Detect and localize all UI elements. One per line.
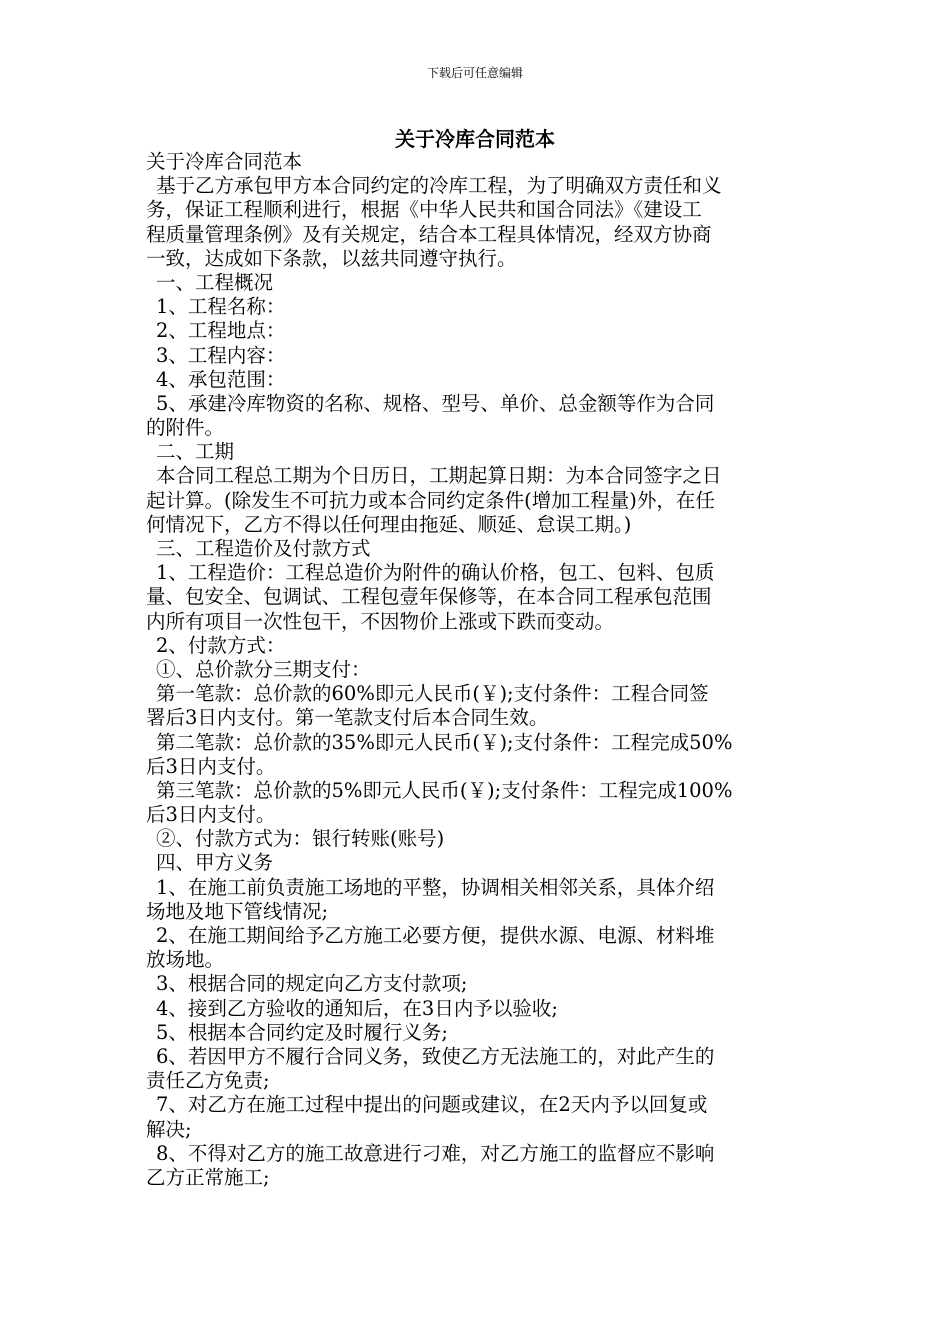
text-line: 基于乙方承包甲方本合同约定的冷库工程，为了明确双方责任和义 (156, 174, 722, 198)
text-line: 起计算。(除发生不可抗力或本合同约定条件(增加工程量)外，在任 (146, 488, 715, 512)
text-line: 2、付款方式： (156, 633, 286, 657)
text-line: 8、不得对乙方的施工故意进行刁难，对乙方施工的监督应不影响 (156, 1141, 715, 1165)
text-line: 本合同工程总工期为个日历日，工期起算日期：为本合同签字之日 (156, 464, 722, 488)
text-line: 的附件。 (146, 416, 225, 440)
text-line: 4、承包范围： (156, 367, 286, 391)
text-line: 解决; (146, 1117, 192, 1141)
text-line: 4、接到乙方验收的通知后，在3日内予以验收; (156, 996, 558, 1020)
text-line: 三、工程造价及付款方式 (156, 537, 371, 560)
text-line: 3、工程内容： (156, 343, 286, 367)
text-line: 二、工期 (156, 440, 235, 464)
text-line: 务，保证工程顺利进行，根据《中华人民共和国合同法》《建设工 (146, 198, 702, 222)
text-line: 放场地。 (146, 948, 225, 972)
text-line: 内所有项目一次性包干，不因物价上涨或下跌而变动。 (146, 609, 615, 633)
text-line: 后3日内支付。 (146, 803, 276, 827)
text-line: 署后3日内支付。第一笔款支付后本合同生效。 (146, 706, 549, 730)
text-line: 关于冷库合同范本 (146, 150, 303, 173)
text-line: 四、甲方义务 (156, 851, 274, 875)
text-line: 7、对乙方在施工过程中提出的问题或建议，在2天内予以回复或 (156, 1093, 708, 1117)
text-line: 5、根据本合同约定及时履行义务; (156, 1020, 448, 1044)
document-title: 关于冷库合同范本 (395, 127, 555, 151)
text-line: 场地及地下管线情况; (146, 899, 329, 923)
text-line: 第一笔款：总价款的60%即元人民币(￥);支付条件：工程合同签 (156, 682, 709, 706)
text-line: 乙方正常施工; (146, 1165, 270, 1189)
text-line: 一致，达成如下条款，以兹共同遵守执行。 (146, 246, 517, 270)
document-body (146, 150, 806, 1190)
text-line: 1、在施工前负责施工场地的平整，协调相关相邻关系，具体介绍 (156, 875, 715, 899)
text-line: 程质量管理条例》及有关规定，结合本工程具体情况，经双方协商 (146, 222, 712, 246)
text-line: ①、总价款分三期支付： (156, 657, 371, 681)
text-line: 第三笔款：总价款的5%即元人民币(￥);支付条件：工程完成100% (156, 778, 733, 802)
text-line: 1、工程造价：工程总造价为附件的确认价格，包工、包料、包质 (156, 561, 715, 585)
text-line: 6、若因甲方不履行合同义务，致使乙方无法施工的，对此产生的 (156, 1044, 715, 1068)
text-line: 2、在施工期间给予乙方施工必要方便，提供水源、电源、材料堆 (156, 924, 715, 947)
text-line: 一、工程概况 (156, 270, 274, 294)
text-line: 后3日内支付。 (146, 754, 276, 778)
text-line: 3、根据合同的规定向乙方支付款项; (156, 972, 468, 996)
page-header-note: 下载后可任意编辑 (426, 66, 523, 80)
text-line: 2、工程地点： (156, 319, 286, 343)
text-line: 1、工程名称： (156, 295, 286, 319)
text-line: 责任乙方免责; (146, 1069, 270, 1093)
text-line: 何情况下，乙方不得以任何理由拖延、顺延、怠误工期。) (146, 512, 632, 536)
text-line: 量、包安全、包调试、工程包壹年保修等，在本合同工程承包范围 (146, 585, 712, 609)
text-line: 5、承建冷库物资的名称、规格、型号、单价、总金额等作为合同 (156, 391, 715, 415)
text-line: ②、付款方式为：银行转账(账号) (156, 827, 445, 851)
text-line: 第二笔款：总价款的35%即元人民币(￥);支付条件：工程完成50% (156, 730, 733, 754)
